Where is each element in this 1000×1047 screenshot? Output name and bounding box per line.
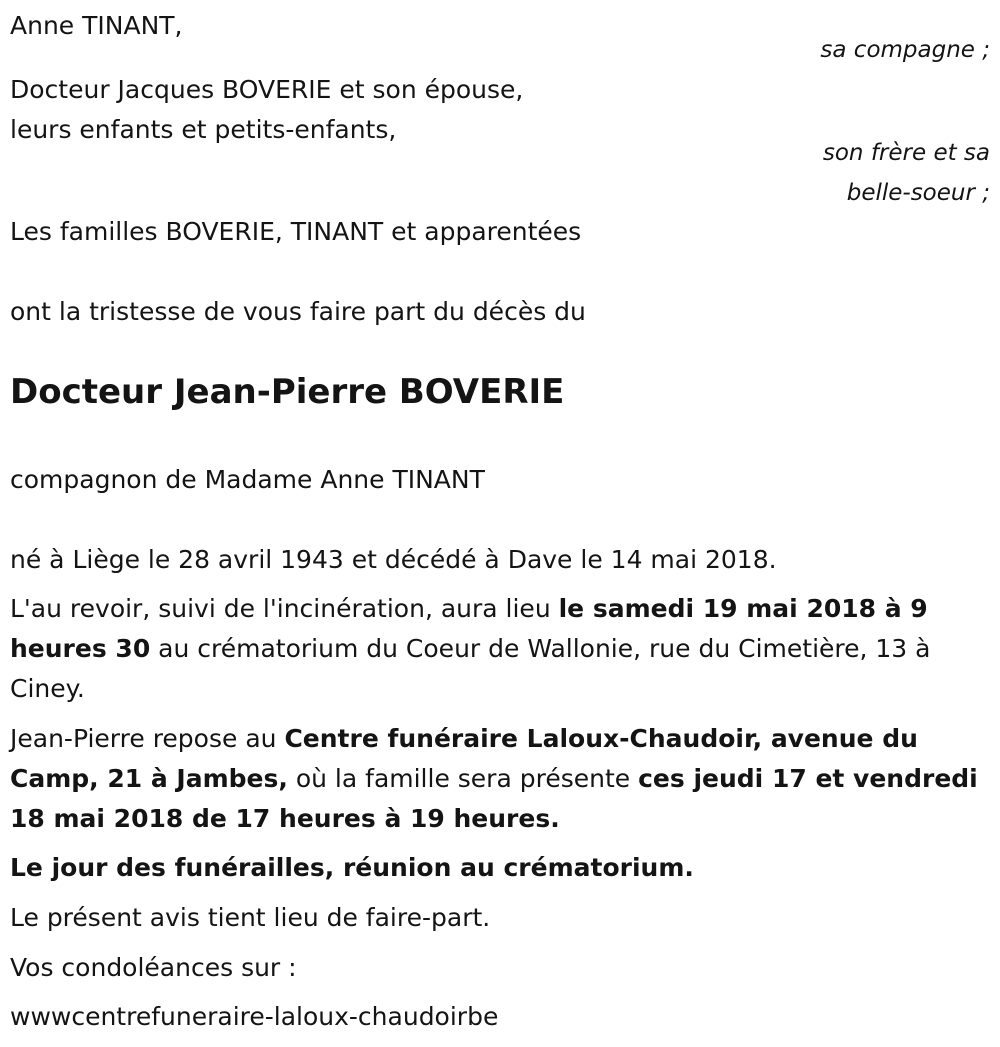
ceremony-paragraph	[10, 589, 990, 709]
role-compagne: sa compagne ;	[820, 37, 990, 63]
relation-text: compagnon de Madame Anne TINANT	[10, 465, 485, 494]
family-line-jacques: Docteur Jacques BOVERIE et son épouse,	[10, 75, 524, 104]
announcement-text: ont la tristesse de vous faire part du décès du	[10, 297, 586, 326]
deceased-name: Docteur Jean-Pierre BOVERIE	[10, 372, 565, 412]
repose-visiting-hours: ces jeudi 17 et vendredi 18 mai 2018 de 17 heures à 19 heures.	[10, 764, 978, 833]
ceremony-text-2: au crématorium du Coeur de Wallonie, rue du Cimetière, 13 à Ciney.	[10, 634, 931, 703]
ceremony-text-1: L'au revoir, suivi de l'incinération, aura lieu	[10, 594, 559, 623]
family-line-anne: Anne TINANT,	[10, 11, 183, 40]
role-frere-line1: son frère et sa	[822, 140, 990, 166]
role-frere-line2: belle-soeur ;	[846, 180, 990, 206]
repose-text-2: où la famille sera présente	[287, 764, 639, 793]
family-line-families: Les familles BOVERIE, TINANT et apparentées	[10, 217, 582, 246]
repose-paragraph	[10, 719, 990, 839]
condolences-label: Vos condoléances sur :	[10, 953, 297, 982]
birth-death-dates: né à Liège le 28 avril 1943 et décédé à Dave le 14 mai 2018.	[10, 545, 777, 574]
ceremony-date-time: le samedi 19 mai 2018 à 9 heures 30	[10, 594, 928, 663]
family-line-children: leurs enfants et petits-enfants,	[10, 115, 397, 144]
repose-text-1: Jean-Pierre repose au	[10, 724, 285, 753]
repose-location: Centre funéraire Laloux-Chaudoir, avenue du Camp, 21 à Jambes,	[10, 724, 918, 793]
funeral-day-note: Le jour des funérailles, réunion au crématorium.	[10, 853, 694, 882]
notice-text: Le présent avis tient lieu de faire-part.	[10, 903, 491, 932]
condolences-url: wwwcentrefuneraire-laloux-chaudoirbe	[10, 1002, 499, 1031]
